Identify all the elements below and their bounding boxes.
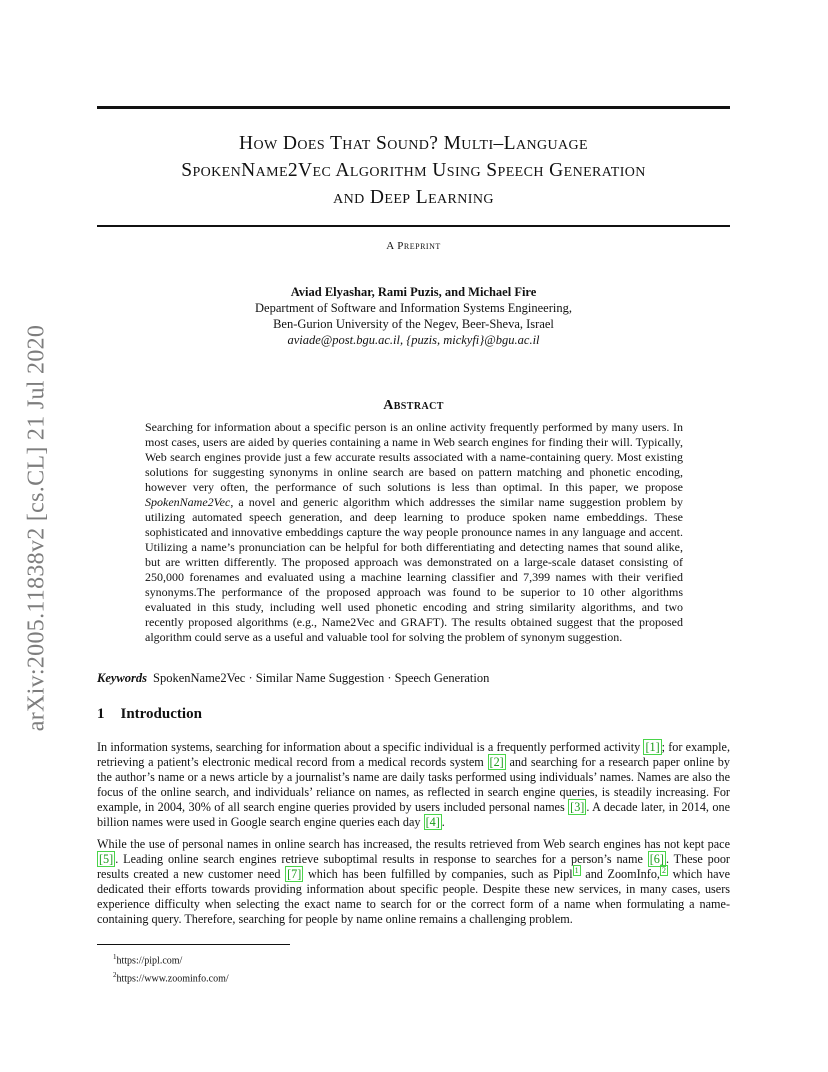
footnote-url: https://www.zoominfo.com/ — [116, 973, 229, 985]
keywords-text: SpokenName2Vec · Similar Name Suggestion · Speech Generation — [153, 671, 490, 685]
author-university: Ben-Gurion University of the Negev, Beer-Sheva, Israel — [273, 317, 554, 331]
abstract-text-part2: , a novel and generic algorithm which addresses the similar name suggestion problem by utilizing automated speech generation, and deep learning to produce spoken name embeddings. These sophisticated and innovative embeddings capture the way people pronounce names in any language and accent. Utilizing a name’s pronunciation can be helpful for both differentiating and detecting names that sound alike, but are written differently. The proposed approach was demonstrated on a large-scale dataset consisting of 250,000 forenames and evaluated using a machine learning classifier and 7,399 names with their verified synonyms.The performance of the proposed approach was found to be superior to 10 other algorithms evaluated in this study, including well used phonetic encoding and string similarity algorithms, and two recently proposed algorithms (e.g., Name2Vec and GRAFT). The results obtained suggest that the proposed algorithm could serve as a useful and valuable tool for solving the problem of synonym suggestion. — [145, 495, 683, 644]
footnote-link[interactable]: 1 — [574, 866, 579, 875]
keywords-line — [97, 671, 730, 686]
title-bottom-rule — [97, 225, 730, 227]
abstract-body — [145, 420, 683, 645]
title-line-3: and Deep Learning — [333, 187, 494, 208]
text-run: In information systems, searching for information about a specific individual is a frequently performed activity — [97, 740, 644, 754]
title-top-rule — [97, 106, 730, 109]
text-run: which have dedicated their efforts towards providing information about specific people. Despite these new services, in many cases, users experience difficulty when selecting the exact name to search for or the correct form of a name when formulating a name-containing query. Therefore, searching for people by name online remains a challenging problem. — [97, 867, 730, 927]
text-run: which has been fulfilled by companies, such as Pipl — [303, 867, 573, 882]
footnote-2 — [113, 968, 229, 986]
author-department: Department of Software and Information Systems Engineering, — [255, 301, 572, 315]
text-run: and searching for a research paper online by the author’s name or a news article by a journalist’s name are daily tasks performed using individuals’ names. Names are also the focus of the online search, and individuals’ reliance on names, as reflected in search engine queries, is steadily increasing. For example, in 2004, 30% of all search engine queries provided by users included personal names — [97, 755, 730, 814]
title-line-1: How Does That Sound? Multi–Language — [239, 133, 588, 154]
arxiv-sidebar — [0, 0, 60, 1072]
text-run: and ZoomInfo, — [580, 867, 660, 882]
preprint-label: A Preprint — [386, 240, 441, 252]
footnotes — [113, 950, 229, 987]
citation-link[interactable]: [2] — [489, 755, 504, 769]
author-names: Aviad Elyashar, Rami Puzis, and Michael Fire — [290, 285, 537, 299]
citation-link[interactable]: [7] — [287, 867, 302, 882]
section-title: Introduction — [120, 706, 202, 722]
footnote-1 — [113, 950, 229, 968]
paper-title — [97, 130, 730, 211]
section-heading-introduction — [97, 706, 202, 723]
footnote-rule — [97, 944, 290, 945]
citation-link[interactable]: [5] — [99, 852, 114, 866]
citation-link[interactable]: [3] — [570, 800, 585, 814]
text-run: . A decade later, in 2014, one billion names were used in Google search engine queries each day — [97, 800, 730, 829]
citation-link[interactable]: [1] — [645, 740, 660, 754]
section-number: 1 — [97, 706, 105, 722]
author-block — [97, 284, 730, 348]
footnote-mark: 1 — [113, 953, 117, 961]
footnote-mark: 2 — [113, 971, 117, 980]
footnote-link[interactable]: 2 — [661, 866, 666, 875]
footnote-url: https://pipl.com/ — [116, 955, 183, 967]
text-run: ; for example, retrieving a patient’s electronic medical record from a medical records system — [97, 740, 730, 769]
intro-paragraph-1 — [97, 740, 730, 830]
text-run: While the use of personal names in online search has increased, the results retrieved from Web search engines has not kept pace — [97, 837, 730, 851]
arxiv-identifier: arXiv:2005.11838v2 [cs.CL] 21 Jul 2020 — [23, 324, 50, 732]
abstract-emphasis: SpokenName2Vec — [145, 495, 231, 509]
title-line-2: SpokenName2Vec Algorithm Using Speech Generation — [181, 160, 646, 181]
text-run: . — [441, 815, 445, 829]
author-emails: aviade@post.bgu.ac.il, {puzis, mickyfi}@bgu.ac.il — [287, 333, 540, 347]
citation-link[interactable]: [6] — [649, 852, 664, 866]
keywords-label: Keywords — [97, 671, 147, 685]
citation-link[interactable]: [4] — [425, 815, 440, 829]
abstract-heading: Abstract — [383, 398, 444, 413]
text-run: . Leading online search engines retrieve suboptimal results in response to searches for a person’s name — [115, 852, 648, 866]
abstract-text-part1: Searching for information about a specific person is an online activity frequently performed by many users. In most cases, users are aided by queries containing a name in Web search engines for finding their will. Typically, Web search engines provide just a few accurate results associated with a name-containing query. Most existing solutions for suggesting synonyms in online search are based on pattern matching and phonetic encoding, however very often, the performance of such solutions is less than optimal. In this paper, we propose — [145, 420, 683, 494]
intro-paragraph-2 — [97, 837, 730, 927]
text-run: . These poor results created a new customer need — [97, 852, 730, 882]
